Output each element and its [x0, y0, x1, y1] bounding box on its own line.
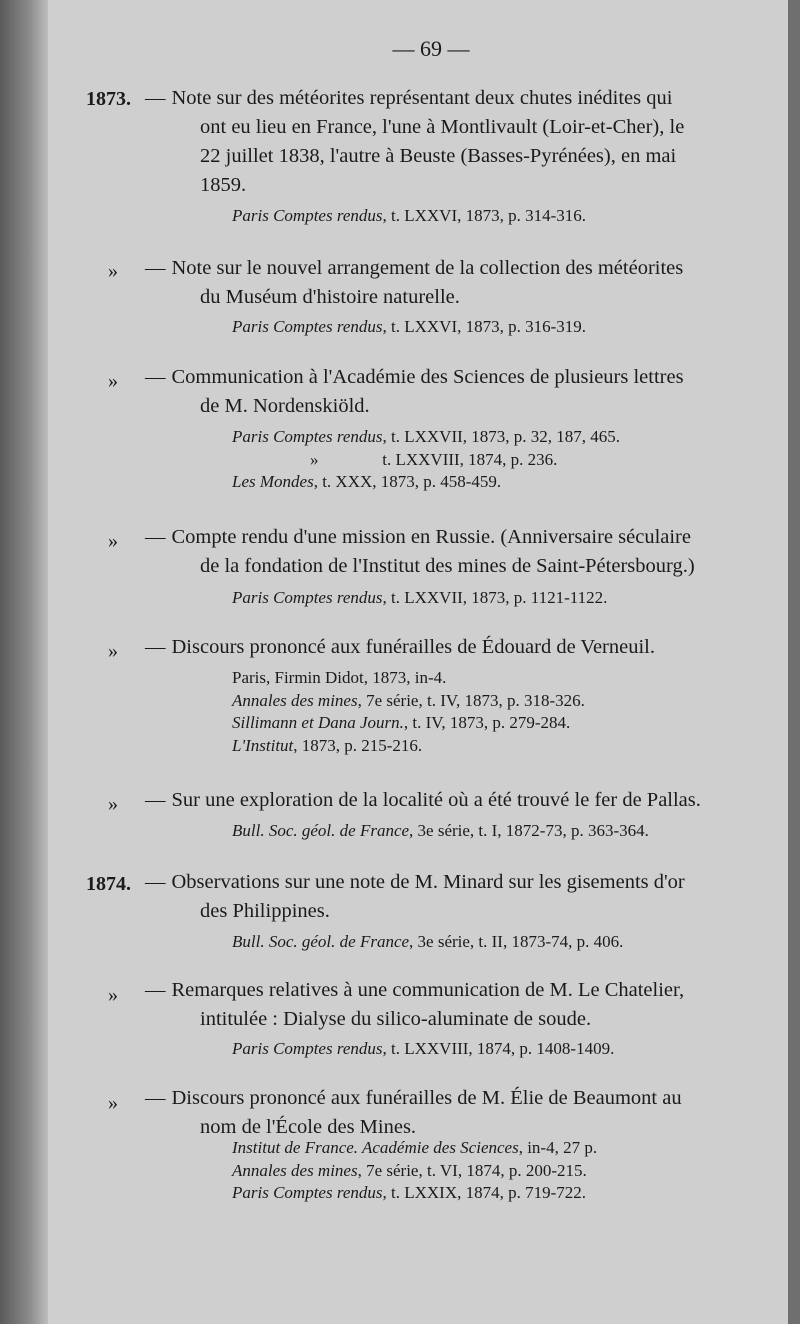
reference-line: Paris Comptes rendus, t. LXXVI, 1873, p. 314-316.: [232, 206, 587, 225]
title-line: Discours prononcé aux funérailles de Édouard de Verneuil.: [171, 636, 655, 658]
reference-line: Les Mondes, t. XXX, 1873, p. 458-459.: [232, 472, 502, 491]
reference-line: Annales des mines, 7e série, t. IV, 1873, p. 318-326.: [232, 690, 585, 710]
entry-title: — Discours prononcé aux funérailles de M. Élie de Beaumont au nom de l'École des Mines.: [145, 1084, 767, 1142]
entry-references: [232, 667, 772, 757]
entry-references: [232, 820, 772, 843]
page-number: — 69 —: [392, 36, 470, 61]
ditto-mark: »: [108, 370, 118, 392]
reference-line: Paris Comptes rendus, t. LXXIX, 1874, p. 719-722.: [232, 1183, 587, 1202]
title-line: du Muséum d'histoire naturelle.: [200, 286, 460, 308]
entry-references: [232, 1038, 772, 1061]
title-line: 22 juillet 1838, l'autre à Beuste (Basses-Pyrénées), en mai: [200, 145, 677, 167]
entry-title: — Communication à l'Académie des Sciences de plusieurs lettres de M. Nordenskiöld.: [145, 363, 767, 421]
ditto-mark: »: [108, 640, 118, 662]
entry-title: — Compte rendu d'une mission en Russie. (Anniversaire séculaire de la fondation de l'Institut des mines de Saint-Pétersbourg.): [145, 523, 767, 581]
title-line: intitulée : Dialyse du silico-aluminate de soude.: [200, 1008, 592, 1030]
entry-year: 1873.: [86, 88, 131, 110]
reference-line: Annales des mines, 7e série, t. VI, 1874, p. 200-215.: [232, 1160, 587, 1180]
entry-references: [232, 426, 772, 494]
title-line: des Philippines.: [200, 900, 330, 922]
entry-title: — Discours prononcé aux funérailles de Édouard de Verneuil.: [145, 636, 655, 658]
title-line: nom de l'École des Mines.: [200, 1116, 417, 1138]
title-line: Compte rendu d'une mission en Russie. (Anniversaire séculaire: [171, 526, 691, 548]
reference-line: Paris, Firmin Didot, 1873, in-4.: [232, 668, 447, 687]
ditto-mark: »: [108, 1092, 118, 1114]
title-line: ont eu lieu en France, l'une à Montlivault (Loir-et-Cher), le: [200, 116, 685, 138]
scan-edge: [0, 0, 48, 1324]
ditto-mark: »: [108, 793, 118, 815]
title-line: 1859.: [200, 174, 247, 196]
reference-line: Bull. Soc. géol. de France, 3e série, t. II, 1873-74, p. 406.: [232, 932, 624, 951]
title-line: Communication à l'Académie des Sciences de plusieurs lettres: [171, 366, 684, 388]
entry-title: — Remarques relatives à une communication de M. Le Chatelier, intitulée : Dialyse du silico-aluminate de soude.: [145, 976, 767, 1034]
title-line: Remarques relatives à une communication de M. Le Chatelier,: [171, 979, 685, 1001]
title-line: de la fondation de l'Institut des mines de Saint-Pétersbourg.): [200, 555, 695, 577]
entry-references: [232, 587, 772, 610]
entry-references: [232, 205, 772, 228]
ditto-mark: »: [108, 530, 118, 552]
title-line: Note sur le nouvel arrangement de la collection des météorites: [171, 257, 684, 279]
reference-line: Paris Comptes rendus, t. LXXVII, 1873, p. 32, 187, 465.: [232, 427, 621, 446]
entry-title: — Note sur le nouvel arrangement de la collection des météorites du Muséum d'histoire naturelle.: [145, 254, 767, 312]
reference-line: » t. LXXVIII, 1874, p. 236.: [310, 449, 558, 469]
entry-year: 1874.: [86, 873, 131, 895]
ditto-mark: »: [108, 984, 118, 1006]
entry-references: [232, 931, 772, 954]
title-line: de M. Nordenskiöld.: [200, 395, 370, 417]
title-line: Sur une exploration de la localité où a été trouvé le fer de Pallas.: [171, 789, 701, 811]
title-line: Note sur des météorites représentant deux chutes inédites qui: [171, 87, 673, 109]
entry-title: — Note sur des météorites représentant deux chutes inédites qui ont eu lieu en France, l'une à Montlivault (Loir-et-Cher), le 22 juillet 1838, l'autre à Beuste (Basses-Pyrénées), en mai 1859.: [145, 84, 767, 200]
entry-references: [232, 1137, 772, 1205]
reference-line: Sillimann et Dana Journ., t. IV, 1873, p. 279-284.: [232, 713, 571, 732]
reference-line: Bull. Soc. géol. de France, 3e série, t. I, 1872-73, p. 363-364.: [232, 821, 649, 840]
entry-title: — Observations sur une note de M. Minard sur les gisements d'or des Philippines.: [145, 868, 767, 926]
entry-title: — Sur une exploration de la localité où a été trouvé le fer de Pallas.: [145, 789, 701, 811]
reference-line: L'Institut, 1873, p. 215-216.: [232, 735, 423, 755]
reference-line: Paris Comptes rendus, t. LXXVII, 1873, p. 1121-1122.: [232, 588, 608, 607]
entry-references: [232, 316, 772, 339]
reference-line: Institut de France. Académie des Sciences, in-4, 27 p.: [232, 1138, 598, 1157]
reference-line: Paris Comptes rendus, t. LXXVI, 1873, p. 316-319.: [232, 317, 587, 336]
reference-line: Paris Comptes rendus, t. LXXVIII, 1874, p. 1408-1409.: [232, 1039, 615, 1058]
ditto-mark: »: [108, 260, 118, 282]
title-line: Observations sur une note de M. Minard sur les gisements d'or: [171, 871, 685, 893]
title-line: Discours prononcé aux funérailles de M. Élie de Beaumont au: [171, 1087, 682, 1109]
